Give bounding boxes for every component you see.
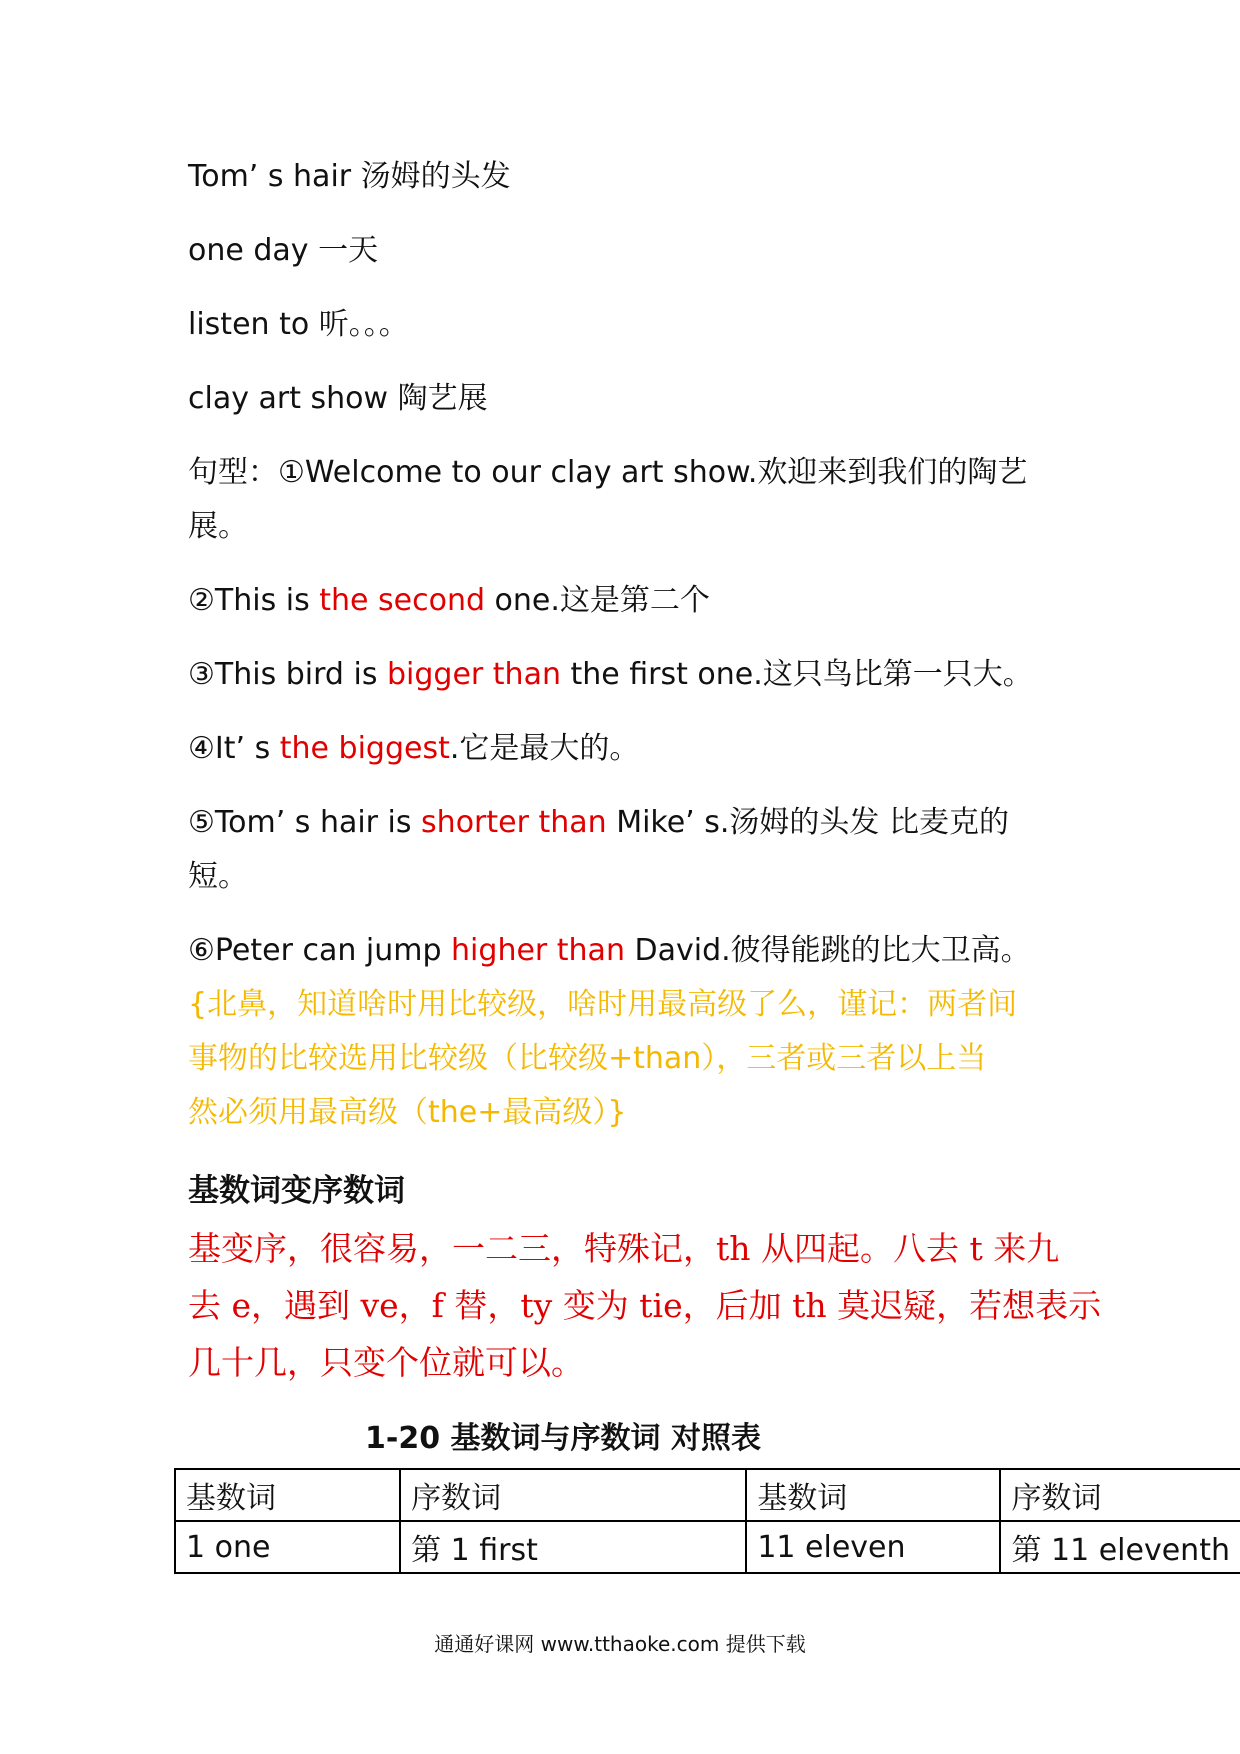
- sentence-4-post: .它是最大的。: [449, 731, 640, 766]
- sentence-3-emphasis: bigger than: [387, 657, 561, 692]
- sentence-3: [188, 648, 1033, 702]
- sentence-4-emphasis: the biggest: [279, 731, 450, 766]
- phrase-clay-art-show: clay art show 陶艺展: [188, 381, 488, 416]
- sentence-3-post: the first one.这只鸟比第一只大。: [560, 657, 1033, 692]
- rhyme-line-3: 几十几，只变个位就可以。: [188, 1343, 584, 1382]
- phrase-toms-hair: Tom’ s hair 汤姆的头发: [188, 159, 511, 194]
- table-title: 1-20 基数词与序数词 对照表: [365, 1421, 761, 1456]
- table-cell: 1 one: [175, 1521, 400, 1573]
- sentence-2-post: one.这是第二个: [485, 583, 710, 618]
- table-header-cell: 序数词: [400, 1469, 746, 1521]
- table-row: [175, 1521, 1240, 1573]
- table-cell: 11 eleven: [746, 1521, 1000, 1573]
- phrase-listen-to: listen to 听。。。: [188, 307, 409, 342]
- rhyme-line-1: 基变序，很容易，一二三，特殊记，th 从四起。八去 t 来九: [188, 1229, 1060, 1268]
- sentence-2-emphasis: the second: [319, 583, 486, 618]
- sentence-5-emphasis: shorter than: [421, 805, 607, 840]
- sentence-2: [188, 574, 710, 628]
- sentence-6: [188, 924, 1031, 978]
- sentence-6-emphasis: higher than: [451, 933, 625, 968]
- sentence-4: [188, 722, 639, 776]
- table-header-cell: 基数词: [175, 1469, 400, 1521]
- page-footer: 通通好课网 www.tthaoke.com 提供下载: [434, 1632, 806, 1656]
- section-heading: 基数词变序数词: [188, 1173, 405, 1209]
- table-cell: 第 11 eleventh: [1000, 1521, 1240, 1573]
- sentence-4-pre: ④It’ s: [188, 731, 280, 766]
- sentence-2-pre: ②This is: [188, 583, 320, 618]
- table-cell: 第 1 first: [400, 1521, 746, 1573]
- sentence-5-pre: ⑤Tom’ s hair is: [188, 805, 422, 840]
- sentence-5-line-2: 短。: [188, 859, 248, 894]
- sentence-6-pre: ⑥Peter can jump: [188, 933, 452, 968]
- sentence-1-line-2: 展。: [188, 509, 248, 544]
- note-line-2: 事物的比较选用比较级（比较级+than），三者或三者以上当: [188, 1041, 987, 1076]
- phrase-one-day: one day 一天: [188, 233, 379, 268]
- sentence-5: [188, 796, 1009, 850]
- table-header-cell: 基数词: [746, 1469, 1000, 1521]
- sentence-1-line-1: 句型：①Welcome to our clay art show.欢迎来到我们的陶艺: [188, 455, 1028, 490]
- sentence-6-post: David.彼得能跳的比大卫高。: [624, 933, 1031, 968]
- note-line-3: 然必须用最高级（the+最高级）}: [188, 1095, 627, 1130]
- sentence-3-pre: ③This bird is: [188, 657, 387, 692]
- cardinal-ordinal-table: [174, 1468, 1240, 1574]
- table-header-row: [175, 1469, 1240, 1521]
- note-line-1: {北鼻，知道啥时用比较级，啥时用最高级了么，谨记：两者间: [188, 987, 1018, 1022]
- rhyme-line-2: 去 e，遇到 ve，f 替，ty 变为 tie，后加 th 莫迟疑，若想表示: [188, 1286, 1102, 1325]
- sentence-5-post: Mike’ s.汤姆的头发 比麦克的: [606, 805, 1009, 840]
- table-header-cell: 序数词: [1000, 1469, 1240, 1521]
